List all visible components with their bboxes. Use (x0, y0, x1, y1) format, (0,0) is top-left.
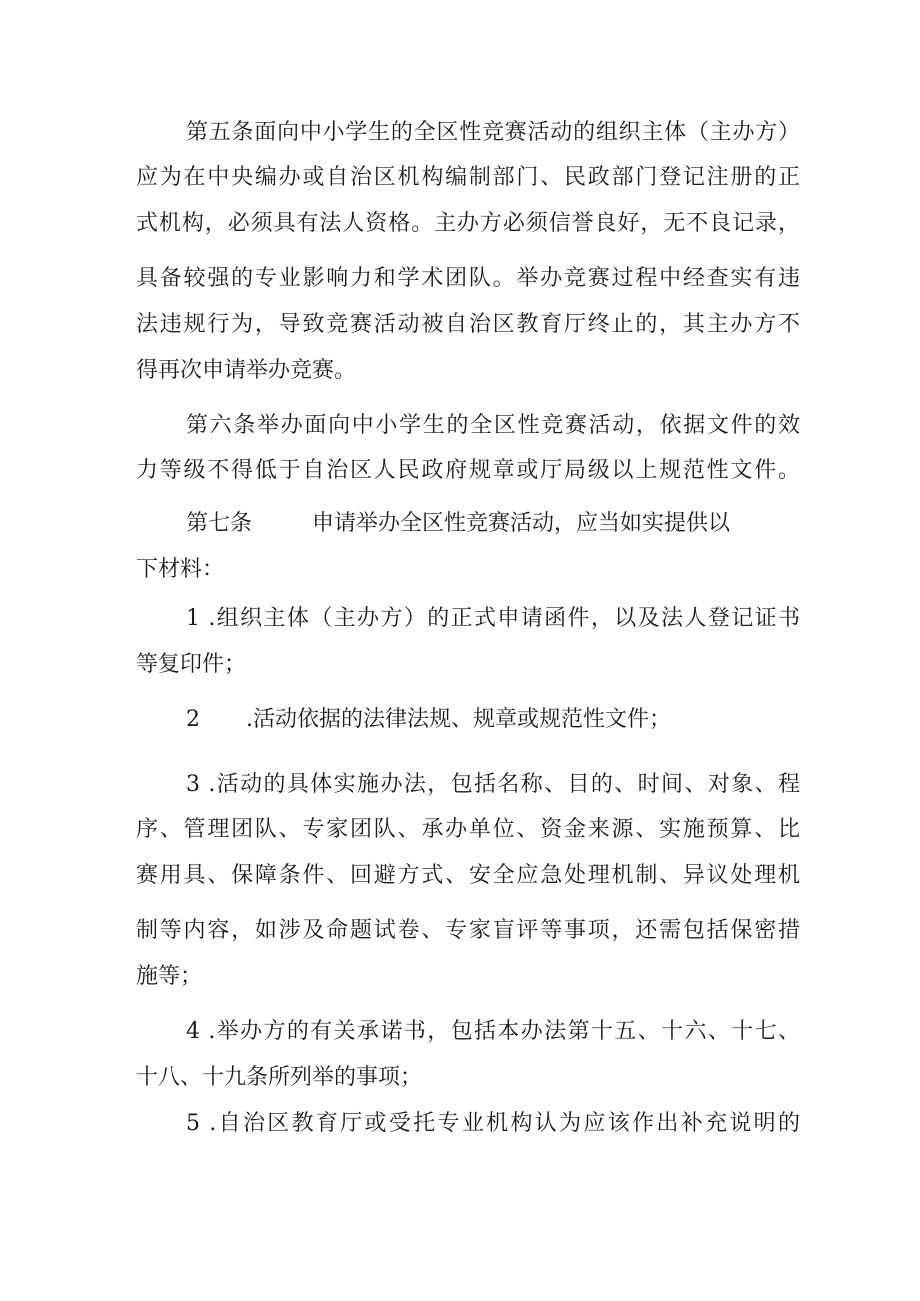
item4-line-2: 十八、十九条所列举的事项； (136, 1065, 423, 1090)
item3-line-3: 赛用具、保障条件、回避方式、安全应急处理机制、异议处理机 (136, 863, 800, 888)
item3-line-1: 3 .活动的具体实施办法，包括名称、目的、时间、对象、程 (186, 772, 800, 797)
article5-line-2: 应为在中央编办或自治区机构编制部门、民政部门登记注册的正 (136, 165, 800, 190)
article5-line-3: 式机构，必须具有法人资格。主办方必须信誉良好，无不良记录， (136, 211, 800, 236)
item3-line-5: 施等； (136, 964, 203, 989)
article7-line-2: 下材料： (136, 557, 225, 582)
article6-line-2: 力等级不得低于自治区人民政府规章或厅局级以上规范性文件。 (136, 458, 800, 483)
article5-line-6: 得再次申请举办竞赛。 (136, 358, 357, 383)
article5-line-5: 法违规行为，导致竞赛活动被自治区教育厅终止的，其主办方不 (136, 312, 800, 337)
item1-line-1: 1 .组织主体（主办方）的正式申请函件，以及法人登记证书 (186, 606, 800, 631)
article6-line-1: 第六条举办面向中小学生的全区性竞赛活动，依据文件的效 (186, 413, 800, 438)
item3-line-4: 制等内容，如涉及命题试卷、专家盲评等事项，还需包括保密措 (136, 918, 800, 943)
article5-line-1: 第五条面向中小学生的全区性竞赛活动的组织主体（主办方） (186, 120, 800, 145)
article7-line1-text: 申请举办全区性竞赛活动，应当如实提供以 (312, 511, 731, 536)
item1-line-2: 等复印件； (136, 652, 247, 677)
item2-number: 2 (186, 707, 200, 732)
item2-text: .活动依据的法律法规、规章或规范性文件； (246, 707, 671, 732)
article5-line-4: 具备较强的专业影响力和学术团队。举办竞赛过程中经查实有违 (136, 266, 800, 291)
item3-line-2: 序、管理团队、专家团队、承办单位、资金来源、实施预算、比 (136, 817, 800, 842)
item4-line-1: 4 .举办方的有关承诺书，包括本办法第十五、十六、十七、 (186, 1019, 800, 1044)
article7-label: 第七条 (186, 511, 253, 536)
article7-line-1 (186, 509, 800, 539)
item5-line-1: 5 .自治区教育厅或受托专业机构认为应该作出补充说明的 (186, 1111, 800, 1136)
item2-line (186, 705, 800, 735)
